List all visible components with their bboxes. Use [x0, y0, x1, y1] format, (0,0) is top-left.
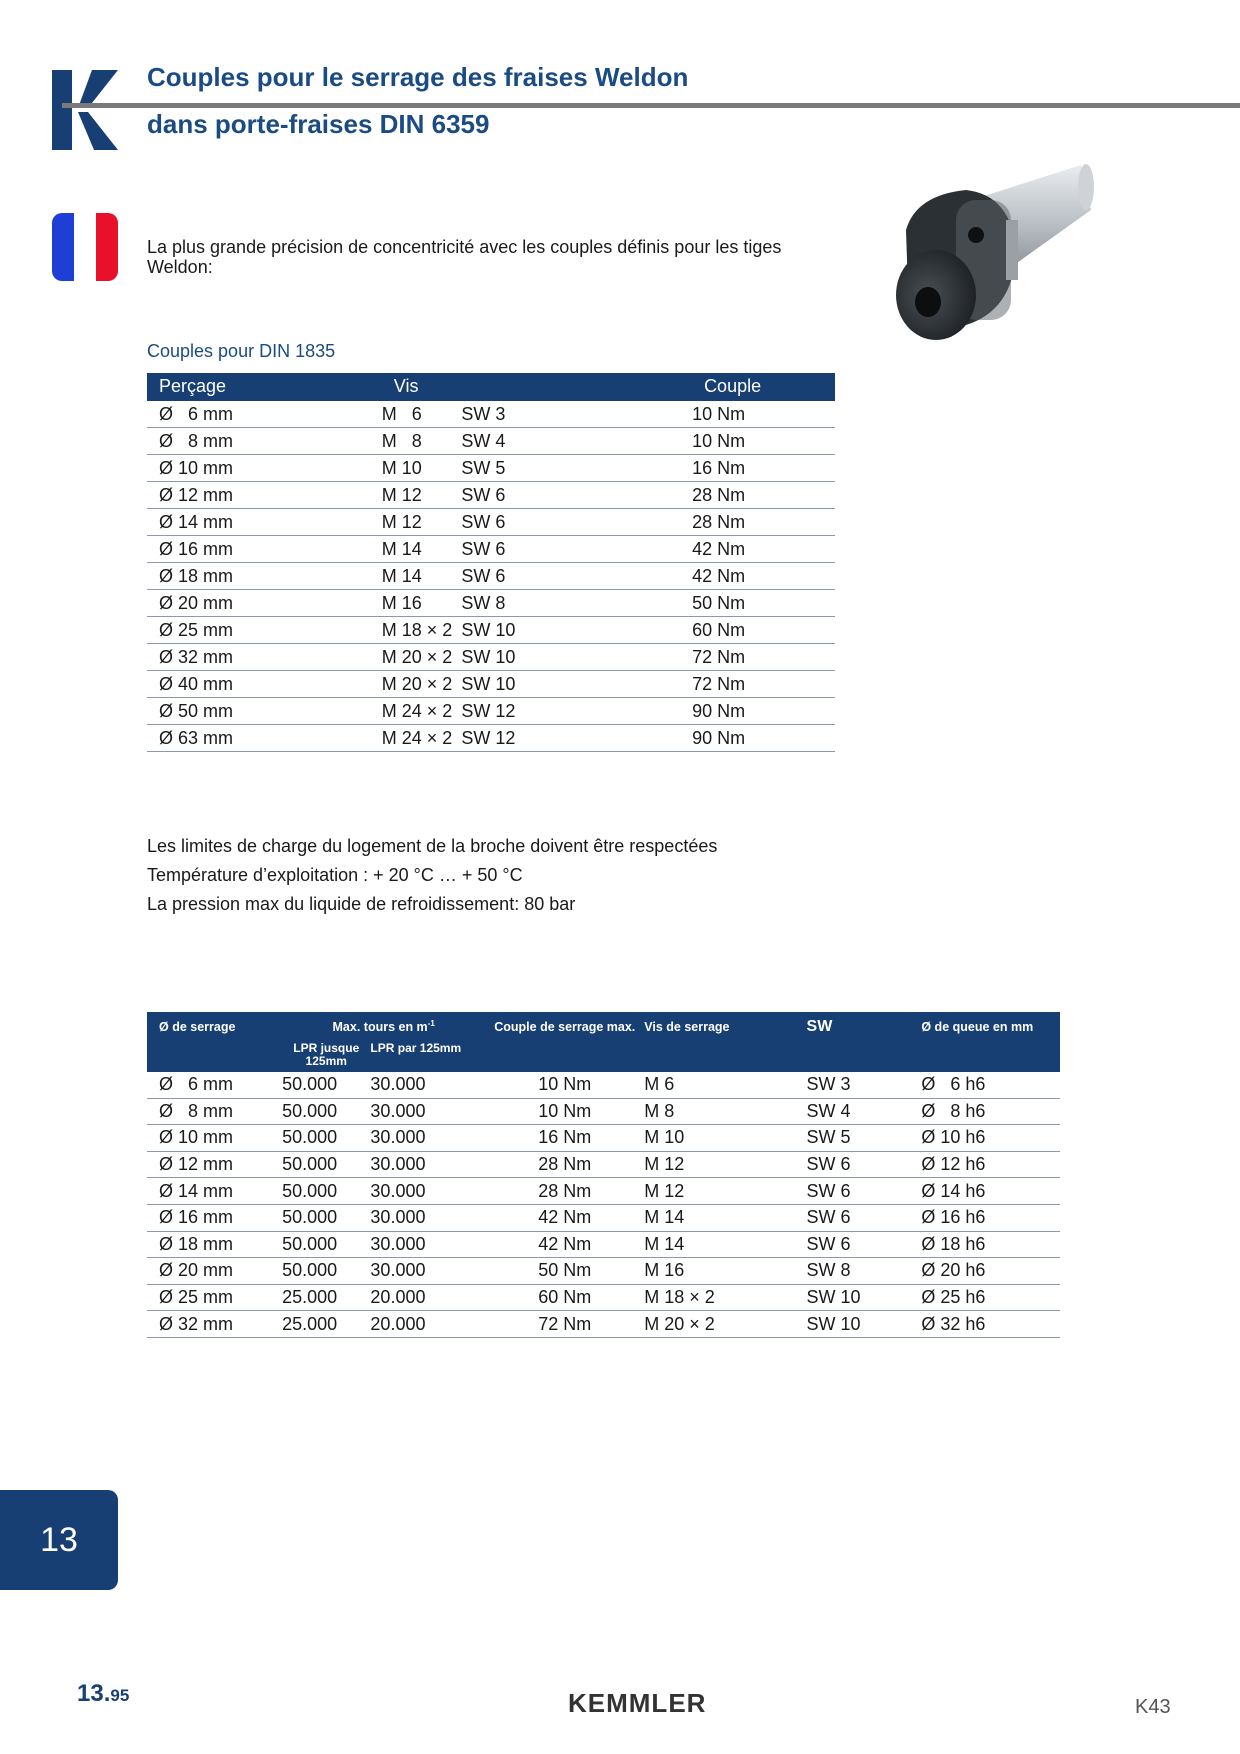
table1-cell: M 20 × 2: [382, 671, 462, 698]
table2-cell: 30.000: [370, 1231, 485, 1258]
page-reference: K43: [1135, 1696, 1171, 1718]
table1-cell: Ø 50 mm: [147, 698, 382, 725]
table1-row: [147, 725, 835, 752]
table2-header-clamp-screw: Vis de serrage: [644, 1012, 806, 1042]
table2-cell: Ø 14 mm: [147, 1178, 282, 1205]
table2-cell: 20.000: [370, 1311, 485, 1338]
table2-cell: Ø 25 h6: [921, 1284, 1060, 1311]
table2-cell: 50.000: [282, 1098, 370, 1125]
note-line: La pression max du liquide de refroidissement: 80 bar: [147, 894, 576, 914]
table2-cell: 28 Nm: [485, 1178, 644, 1205]
table2-header-lpr-upto: LPR jusque 125mm: [282, 1042, 370, 1072]
torque-table-din1835: [147, 373, 835, 752]
table2-row: [147, 1204, 1060, 1231]
table2-cell: 28 Nm: [485, 1151, 644, 1178]
table2-subheader-row: [147, 1042, 1060, 1072]
table1-cell: SW 12: [461, 698, 692, 725]
table1-cell: Ø 25 mm: [147, 617, 382, 644]
table1-row: [147, 644, 835, 671]
clamping-table: [147, 1012, 1060, 1338]
table2-cell: 60 Nm: [485, 1284, 644, 1311]
table1-cell: SW 10: [461, 671, 692, 698]
table1-cell: Ø 40 mm: [147, 671, 382, 698]
table2-cell: 30.000: [370, 1258, 485, 1285]
table1-caption: Couples pour DIN 1835: [147, 341, 336, 361]
table1-cell: SW 8: [461, 590, 692, 617]
brand-name: KEMMLER: [568, 1688, 707, 1718]
table2-cell: M 14: [644, 1231, 806, 1258]
table1-row: [147, 590, 835, 617]
table2-row: [147, 1258, 1060, 1285]
table2-cell: SW 10: [807, 1284, 922, 1311]
table2-cell: M 14: [644, 1204, 806, 1231]
table1-cell: SW 6: [461, 509, 692, 536]
table2-header-max-speed: Max. tours en $m^{-1}$: [282, 1012, 485, 1042]
table1-cell: SW 5: [461, 455, 692, 482]
table1-cell: 60 Nm: [692, 617, 835, 644]
table2-cell: M 18 × 2: [644, 1284, 806, 1311]
table2-cell: Ø 10 mm: [147, 1125, 282, 1152]
product-image: [836, 160, 1096, 360]
table1-cell: 16 Nm: [692, 455, 835, 482]
table2-cell: M 12: [644, 1151, 806, 1178]
table2-cell: SW 3: [807, 1072, 922, 1098]
table2-cell: 50.000: [282, 1151, 370, 1178]
table1-cell: SW 3: [461, 401, 692, 428]
france-flag-icon: [52, 213, 118, 281]
table1-cell: M 10: [382, 455, 462, 482]
table2-row: [147, 1284, 1060, 1311]
table2-cell: SW 6: [807, 1204, 922, 1231]
table1-row: [147, 563, 835, 590]
table2-cell: 50.000: [282, 1204, 370, 1231]
table1-cell: 90 Nm: [692, 698, 835, 725]
table1-header-drilling: Perçage: [147, 373, 382, 401]
table2-cell: 42 Nm: [485, 1204, 644, 1231]
table2-cell: SW 6: [807, 1178, 922, 1205]
table2-header-row: [147, 1012, 1060, 1042]
table2-cell: Ø 12 h6: [921, 1151, 1060, 1178]
table2-cell: 50.000: [282, 1178, 370, 1205]
table2-cell: SW 6: [807, 1151, 922, 1178]
chapter-tab: 13: [0, 1490, 118, 1590]
table1-cell: Ø 63 mm: [147, 725, 382, 752]
table1-cell: SW 10: [461, 617, 692, 644]
table1-cell: 72 Nm: [692, 671, 835, 698]
note-line: Température d’exploitation : + 20 °C … + 50 °C: [147, 865, 523, 885]
table1-row: [147, 698, 835, 725]
table2-cell: 10 Nm: [485, 1072, 644, 1098]
table2-cell: M 20 × 2: [644, 1311, 806, 1338]
table2-cell: SW 10: [807, 1311, 922, 1338]
table2-row: [147, 1098, 1060, 1125]
table2-header-sw: SW: [807, 1012, 922, 1042]
table2-cell: 30.000: [370, 1125, 485, 1152]
table2-cell: 50.000: [282, 1258, 370, 1285]
table1-header-screw: Vis: [382, 373, 692, 401]
table1-cell: SW 4: [461, 428, 692, 455]
table1-cell: Ø 32 mm: [147, 644, 382, 671]
table2-cell: 50.000: [282, 1125, 370, 1152]
table2-cell: 30.000: [370, 1072, 485, 1098]
table2-cell: Ø 32 mm: [147, 1311, 282, 1338]
table1-cell: SW 6: [461, 536, 692, 563]
table2-cell: 30.000: [370, 1151, 485, 1178]
table2-cell: 16 Nm: [485, 1125, 644, 1152]
table2-cell: M 6: [644, 1072, 806, 1098]
table1-cell: M 24 × 2: [382, 698, 462, 725]
table1-cell: Ø 12 mm: [147, 482, 382, 509]
table1-cell: SW 6: [461, 563, 692, 590]
table2-row: [147, 1151, 1060, 1178]
table2-row: [147, 1231, 1060, 1258]
table1-cell: M 14: [382, 536, 462, 563]
table1-cell: 50 Nm: [692, 590, 835, 617]
table1-cell: Ø 6 mm: [147, 401, 382, 428]
table2-cell: 25.000: [282, 1311, 370, 1338]
table2-cell: 20.000: [370, 1284, 485, 1311]
table1-cell: M 12: [382, 482, 462, 509]
table1-cell: Ø 8 mm: [147, 428, 382, 455]
table2-row: [147, 1125, 1060, 1152]
table2-cell: 30.000: [370, 1178, 485, 1205]
table1-cell: M 6: [382, 401, 462, 428]
table1-cell: SW 6: [461, 482, 692, 509]
table2-cell: Ø 12 mm: [147, 1151, 282, 1178]
notes: [147, 832, 717, 919]
table2-cell: 50 Nm: [485, 1258, 644, 1285]
table1-cell: M 8: [382, 428, 462, 455]
table2-cell: 50.000: [282, 1231, 370, 1258]
table2-cell: M 12: [644, 1178, 806, 1205]
table2-row: [147, 1311, 1060, 1338]
table2-header-max-torque: Couple de serrage max.: [485, 1012, 644, 1042]
kemmler-logo: [52, 70, 118, 150]
table2-cell: Ø 16 h6: [921, 1204, 1060, 1231]
table2-cell: Ø 25 mm: [147, 1284, 282, 1311]
table1-row: [147, 401, 835, 428]
table1-cell: 42 Nm: [692, 536, 835, 563]
table1-cell: SW 10: [461, 644, 692, 671]
table2-row: [147, 1072, 1060, 1098]
table2-cell: 30.000: [370, 1098, 485, 1125]
table1-header-row: [147, 373, 835, 401]
page-title: Couples pour le serrage des fraises Weldon: [147, 62, 689, 92]
table2-cell: Ø 16 mm: [147, 1204, 282, 1231]
table2-cell: SW 8: [807, 1258, 922, 1285]
table2-cell: M 10: [644, 1125, 806, 1152]
table2-cell: 30.000: [370, 1204, 485, 1231]
table1-cell: 10 Nm: [692, 428, 835, 455]
table2-cell: 25.000: [282, 1284, 370, 1311]
table2-header-clamp-dia: Ø de serrage: [147, 1012, 282, 1042]
table2-cell: Ø 20 h6: [921, 1258, 1060, 1285]
table1-cell: 28 Nm: [692, 509, 835, 536]
table2-cell: 50.000: [282, 1072, 370, 1098]
table2-cell: M 8: [644, 1098, 806, 1125]
table1-cell: 10 Nm: [692, 401, 835, 428]
page-number: 13.95: [77, 1680, 130, 1707]
table2-cell: Ø 6 h6: [921, 1072, 1060, 1098]
table1-cell: M 18 × 2: [382, 617, 462, 644]
table1-cell: Ø 18 mm: [147, 563, 382, 590]
table1-cell: M 16: [382, 590, 462, 617]
intro-text: La plus grande précision de concentricité avec les couples définis pour les tiges Weldon:: [147, 237, 782, 277]
table1-row: [147, 428, 835, 455]
table2-cell: SW 6: [807, 1231, 922, 1258]
table2-cell: Ø 6 mm: [147, 1072, 282, 1098]
table1-cell: 90 Nm: [692, 725, 835, 752]
table1-cell: Ø 14 mm: [147, 509, 382, 536]
table1-cell: 42 Nm: [692, 563, 835, 590]
table2-cell: Ø 10 h6: [921, 1125, 1060, 1152]
note-line: Les limites de charge du logement de la broche doivent être respectées: [147, 836, 718, 856]
table2-header-lpr-from: LPR par 125mm: [370, 1042, 485, 1072]
table1-cell: M 24 × 2: [382, 725, 462, 752]
table2-cell: Ø 14 h6: [921, 1178, 1060, 1205]
table1-header-torque: Couple: [692, 373, 835, 401]
table1-cell: Ø 10 mm: [147, 455, 382, 482]
table1-row: [147, 671, 835, 698]
table2-cell: SW 5: [807, 1125, 922, 1152]
table2-cell: 10 Nm: [485, 1098, 644, 1125]
table2-cell: Ø 8 h6: [921, 1098, 1060, 1125]
page-subtitle: dans porte-fraises DIN 6359: [147, 109, 490, 139]
table2-row: [147, 1178, 1060, 1205]
table1-cell: 72 Nm: [692, 644, 835, 671]
table1-cell: SW 12: [461, 725, 692, 752]
table1-row: [147, 617, 835, 644]
table2-cell: Ø 32 h6: [921, 1311, 1060, 1338]
table1-row: [147, 536, 835, 563]
table2-cell: SW 4: [807, 1098, 922, 1125]
table1-cell: 28 Nm: [692, 482, 835, 509]
table1-row: [147, 509, 835, 536]
table1-cell: M 20 × 2: [382, 644, 462, 671]
table1-cell: M 14: [382, 563, 462, 590]
table2-cell: 42 Nm: [485, 1231, 644, 1258]
table1-row: [147, 455, 835, 482]
table1-cell: Ø 16 mm: [147, 536, 382, 563]
table2-cell: Ø 20 mm: [147, 1258, 282, 1285]
table2-header-shank-dia: Ø de queue en mm: [921, 1012, 1060, 1042]
table2-cell: M 16: [644, 1258, 806, 1285]
table2-cell: Ø 8 mm: [147, 1098, 282, 1125]
table2-cell: 72 Nm: [485, 1311, 644, 1338]
table1-cell: Ø 20 mm: [147, 590, 382, 617]
table1-row: [147, 482, 835, 509]
table2-cell: Ø 18 mm: [147, 1231, 282, 1258]
header-rule: [62, 103, 1240, 108]
table1-cell: M 12: [382, 509, 462, 536]
table2-cell: Ø 18 h6: [921, 1231, 1060, 1258]
